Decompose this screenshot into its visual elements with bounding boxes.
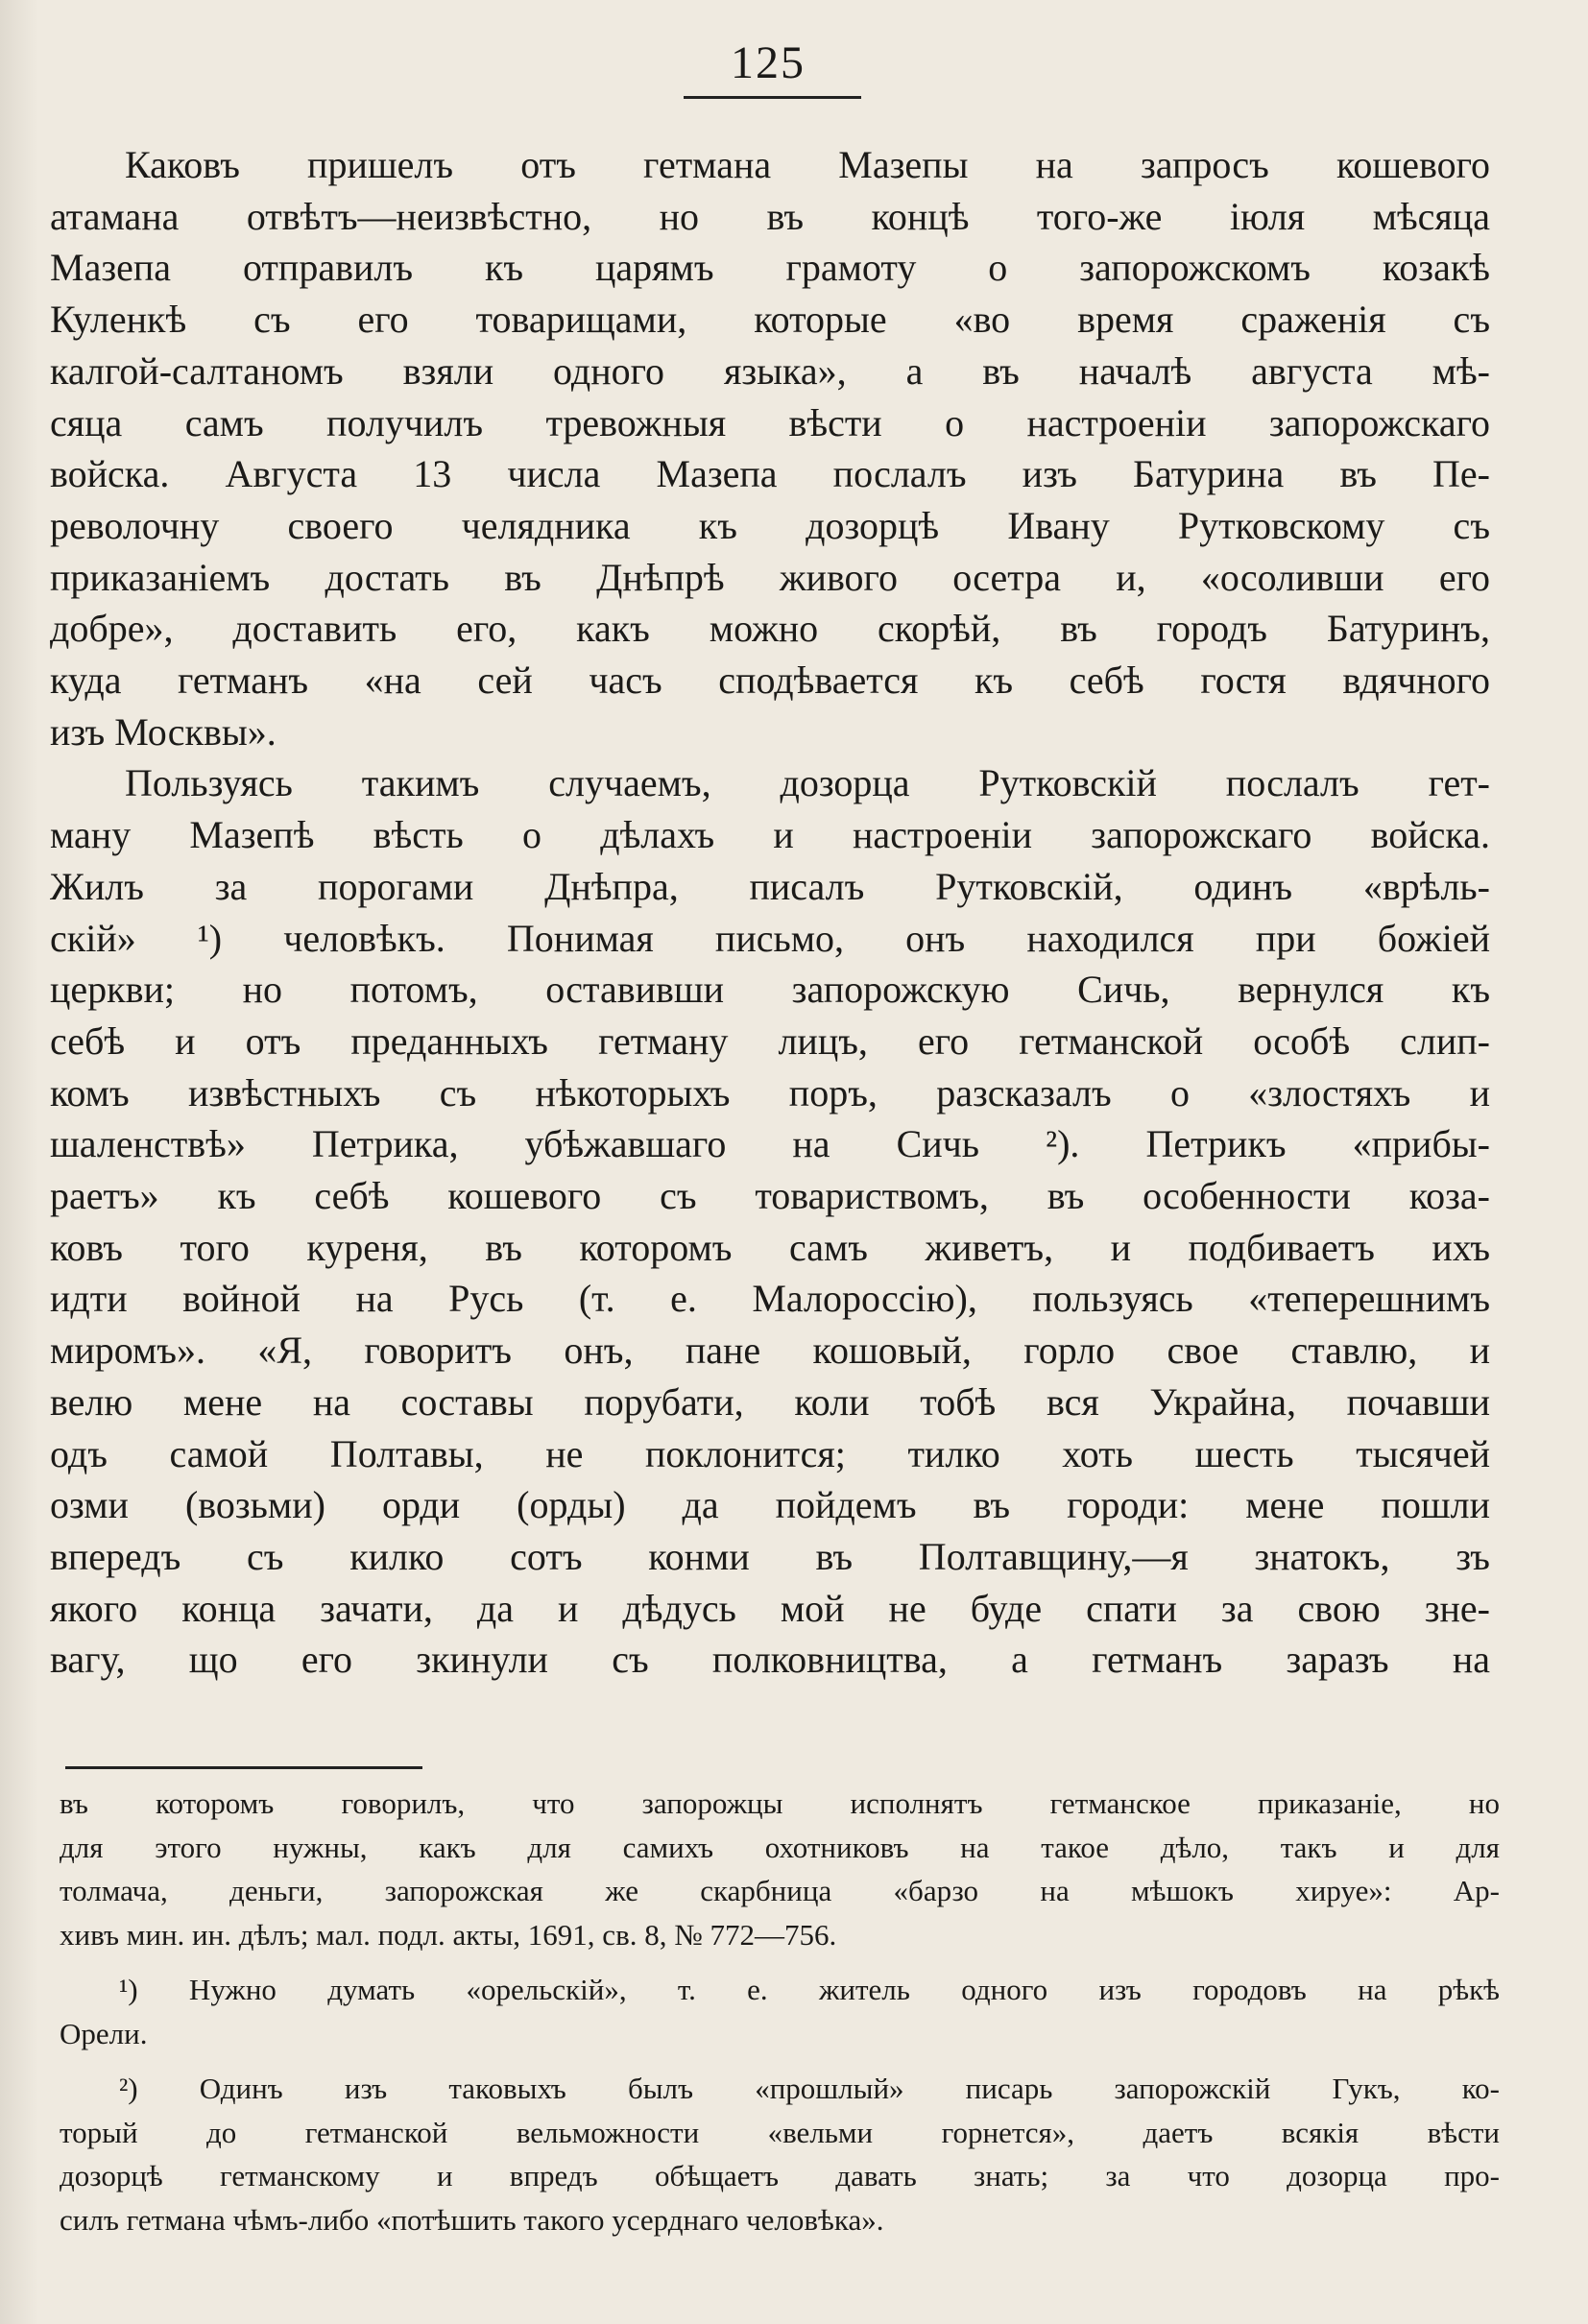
- footnote-continuation-line: толмача, деньги, запорожская же скарбница «барзо на мѣшокъ хируе»: Ар-: [60, 1874, 1500, 1907]
- paragraph-2-line: велю мене на составы порубати, коли тобѣ вся Украйна, почавши: [50, 1379, 1490, 1424]
- paragraph-2-line: вагу, що его зкинули съ полковництва, а гетманъ заразъ на: [50, 1638, 1490, 1682]
- main-text: [50, 139, 1490, 1686]
- paragraph-1-line: куда гетманъ «на сей часъ сподѣвается къ себѣ гостя вдячного: [50, 659, 1490, 703]
- paragraph-1-line: изъ Москвы».: [50, 709, 277, 754]
- paragraph-2-line: раетъ» къ себѣ кошевого съ товариствомъ, въ особенности коза-: [50, 1174, 1490, 1218]
- paragraph-2-line: скій» ¹) человѣкъ. Понимая письмо, онъ находился при божіей: [50, 916, 1490, 960]
- paragraph-2-line: одъ самой Полтавы, не поклонится; тилко хоть шесть тысячей: [50, 1431, 1490, 1475]
- paragraph-1-line: Мазепа отправилъ къ царямъ грамоту о запорожскомъ козакѣ: [50, 246, 1490, 290]
- paragraph-1-line: калгой-салтаномъ взяли одного языка», а въ началѣ августа мѣ-: [50, 348, 1490, 393]
- paragraph-2-line: впередъ съ килко сотъ конми въ Полтавщину,—я знатокъ, зъ: [50, 1534, 1490, 1578]
- paragraph-2-line: ману Мазепѣ вѣсть о дѣлахъ и настроеніи запорожскаго войска.: [50, 813, 1490, 857]
- paragraph-2-line: церкви; но потомъ, оставивши запорожскую Сичь, вернулся къ: [50, 968, 1490, 1012]
- paragraph-2-line: ковъ того куреня, въ которомъ самъ живетъ, и подбиваетъ ихъ: [50, 1225, 1490, 1269]
- footnote-separator: [65, 1766, 422, 1769]
- paragraph-1-line: револочну своего челядника къ дозорцѣ Ивану Рутковскому съ: [50, 503, 1490, 547]
- paragraph-1-line: Куленкѣ съ его товарищами, которые «во время сраженія съ: [50, 298, 1490, 342]
- footnote-2-line: торый до гетманской вельможности «вельми горнется», даетъ всякія вѣсти: [60, 2115, 1500, 2149]
- footnote-2-line: силъ гетмана чѣмъ-либо «потѣшить такого усерднаго человѣка».: [60, 2202, 884, 2237]
- footnotes: [60, 1782, 1500, 2241]
- paragraph-1-line: Каковъ пришелъ отъ гетмана Мазепы на запросъ кошевого: [125, 143, 1490, 186]
- paragraph-2-line: себѣ и отъ преданныхъ гетману лицъ, его гетманской особѣ слип-: [50, 1018, 1490, 1063]
- paragraph-2-line: озми (возьми) орди (орды) да пойдемъ въ городи: мене пошли: [50, 1483, 1490, 1527]
- footnote-gap: [60, 2055, 1500, 2067]
- footnote-continuation-line: хивъ мин. ин. дѣлъ; мал. подл. акты, 1691, св. 8, № 772—756.: [60, 1917, 837, 1952]
- footnote-1-line: Орели.: [60, 2016, 148, 2050]
- footnote-2-line: дозорцѣ гетманскому и впредъ обѣщаетъ давать знать; за что дозорца про-: [60, 2159, 1500, 2192]
- page-number: 125: [731, 37, 806, 88]
- footnote-continuation-line: для этого нужны, какъ для самихъ охотниковъ на такое дѣло, такъ и для: [60, 1830, 1500, 1864]
- footnote-2-line: ²) Одинъ изъ таковыхъ былъ «прошлый» писарь запорожскій Гукъ, ко-: [119, 2072, 1500, 2105]
- footnote-continuation-line: въ которомъ говорилъ, что запорожцы исполнятъ гетманское приказаніе, но: [60, 1786, 1500, 1820]
- paragraph-1-line: войска. Августа 13 числа Мазепа послалъ изъ Батурина въ Пе-: [50, 452, 1490, 496]
- paragraph-2-line: Пользуясь такимъ случаемъ, дозорца Рутковскій послалъ гет-: [125, 761, 1490, 805]
- footnote-1-line: ¹) Нужно думать «орельскій», т. е. житель одного изъ городовъ на рѣкѣ: [119, 1973, 1500, 2006]
- paragraph-2-line: комъ извѣстныхъ съ нѣкоторыхъ поръ, разсказалъ о «злостяхъ и: [50, 1070, 1490, 1114]
- footnote-gap: [60, 1956, 1500, 1968]
- paragraph-2-line: Жилъ за порогами Днѣпра, писалъ Рутковскій, одинъ «врѣль-: [50, 864, 1490, 908]
- paragraph-1-line: приказаніемъ достать въ Днѣпрѣ живого осетра и, «осоливши его: [50, 555, 1490, 599]
- page-number-rule: [684, 96, 861, 99]
- paragraph-1-line: добре», доставить его, какъ можно скорѣй, въ городъ Батуринъ,: [50, 607, 1490, 651]
- paragraph-2-line: шаленствѣ» Петрика, убѣжавшаго на Сичь ²). Петрикъ «прибы-: [50, 1122, 1490, 1166]
- paragraph-1-line: атамана отвѣтъ—неизвѣстно, но въ концѣ того-же іюля мѣсяца: [50, 194, 1490, 238]
- paragraph-2-line: идти войной на Русь (т. е. Малороссію), пользуясь «теперешнимъ: [50, 1277, 1490, 1321]
- paragraph-2-line: миромъ». «Я, говоритъ онъ, пане кошовый, горло свое ставлю, и: [50, 1329, 1490, 1373]
- paragraph-2-line: якого конца зачати, да и дѣдусь мой не буде спати за свою зне-: [50, 1586, 1490, 1630]
- paragraph-1-line: сяца самъ получилъ тревожныя вѣсти о настроеніи запорожскаго: [50, 400, 1490, 444]
